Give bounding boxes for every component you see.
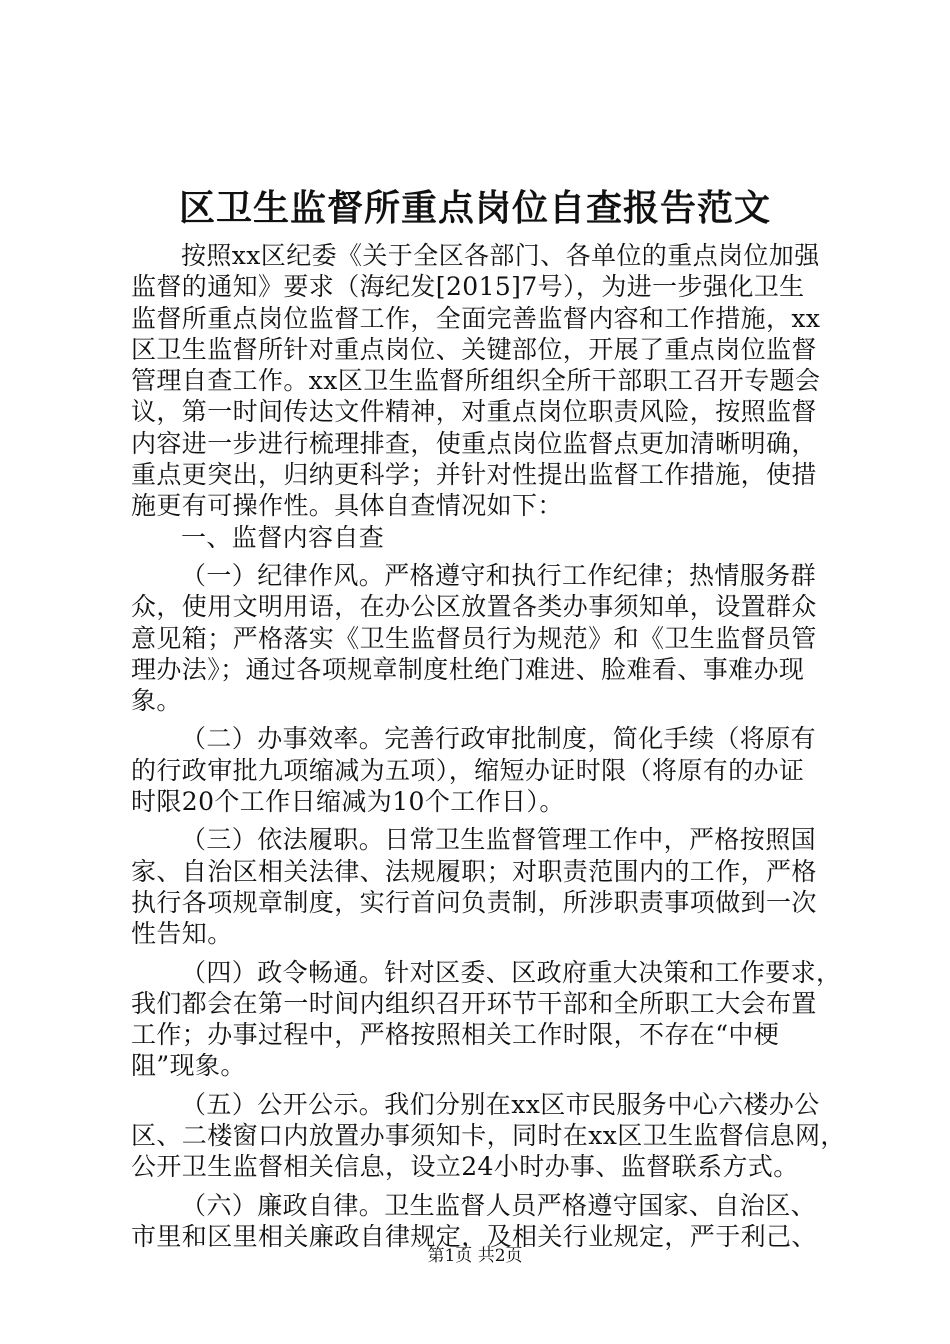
body-text-line: 我们都会在第一时间内组织召开环节干部和全所职工大会布置 xyxy=(131,988,817,1018)
body-text-line: 议，第一时间传达文件精神，对重点岗位职责风险，按照监督 xyxy=(131,397,817,427)
body-text-line: 内容进一步进行梳理排查，使重点岗位监督点更加清晰明确， xyxy=(131,428,817,458)
body-text-line: 理办法》；通过各项规章制度杜绝门难进、脸难看、事难办现 xyxy=(131,654,805,684)
body-text-line: 区卫生监督所针对重点岗位、关键部位，开展了重点岗位监督 xyxy=(131,334,817,364)
body-text-line: 工作；办事过程中，严格按照相关工作时限，不存在“中梗 xyxy=(131,1020,780,1050)
body-text-line: （一）纪律作风。严格遵守和执行工作纪律；热情服务群 xyxy=(181,560,817,590)
body-text-line: （四）政令畅通。针对区委、区政府重大决策和工作要求， xyxy=(181,957,842,987)
body-text-line: （五）公开公示。我们分别在xx区市民服务中心六楼办公 xyxy=(181,1089,820,1119)
body-text-line: 市里和区里相关廉政自律规定，及相关行业规定，严于利己、 xyxy=(131,1221,817,1251)
body-text-line: 阻”现象。 xyxy=(131,1051,246,1081)
paragraph-gap xyxy=(131,950,831,957)
paragraph-gap xyxy=(131,1183,831,1190)
paragraph-gap xyxy=(131,553,831,560)
body-text-line: （三）依法履职。日常卫生监督管理工作中，严格按照国 xyxy=(181,825,817,855)
body-text-line: 施更有可操作性。具体自查情况如下： xyxy=(131,491,563,521)
body-text-line: （二）办事效率。完善行政审批制度，简化手续（将原有 xyxy=(181,724,817,754)
body-text-line: 的行政审批九项缩减为五项），缩短办证时限（将原有的办证 xyxy=(131,755,805,785)
body-text-line: 公开卫生监督相关信息，设立24小时办事、监督联系方式。 xyxy=(131,1152,799,1182)
body-text-line: 区、二楼窗口内放置办事须知卡，同时在xx区卫生监督信息网， xyxy=(131,1121,846,1151)
body-text-line: 时限20个工作日缩减为10个工作日）。 xyxy=(131,787,565,817)
body-text-line: 一、监督内容自查 xyxy=(181,522,385,552)
body-text-line: 众，使用文明用语，在办公区放置各类办事须知单，设置群众 xyxy=(131,592,817,622)
body-text-line: 性告知。 xyxy=(131,919,233,949)
paragraph-gap xyxy=(131,1082,831,1089)
document-title: 区卫生监督所重点岗位自查报告范文 xyxy=(178,187,771,229)
body-text-line: 意见箱；严格落实《卫生监督员行为规范》和《卫生监督员管 xyxy=(131,623,817,653)
body-text-line: 重点更突出，归纳更科学；并针对性提出监督工作措施，使措 xyxy=(131,460,817,490)
document-body xyxy=(131,240,846,1252)
body-text-line: 家、自治区相关法律、法规履职；对职责范围内的工作，严格 xyxy=(131,856,817,886)
body-text-line: 象。 xyxy=(131,686,182,716)
body-text-line: （六）廉政自律。卫生监督人员严格遵守国家、自治区、 xyxy=(181,1190,817,1220)
body-text-line: 执行各项规章制度，实行首问负责制，所涉职责事项做到一次 xyxy=(131,887,817,917)
body-text-line: 监督的通知》要求（海纪发[2015]7号），为进一步强化卫生 xyxy=(131,272,805,302)
body-text-line: 管理自查工作。xx区卫生监督所组织全所干部职工召开专题会 xyxy=(131,366,821,396)
body-text-line: 按照xx区纪委《关于全区各部门、各单位的重点岗位加强 xyxy=(181,241,820,270)
body-text-line: 监督所重点岗位监督工作，全面完善监督内容和工作措施，xx xyxy=(131,303,821,333)
page-number-label: 第1页 共2页 xyxy=(427,1246,523,1266)
paragraph-gap xyxy=(131,716,831,723)
paragraph-gap xyxy=(131,817,831,824)
page-footer xyxy=(0,1244,950,1268)
